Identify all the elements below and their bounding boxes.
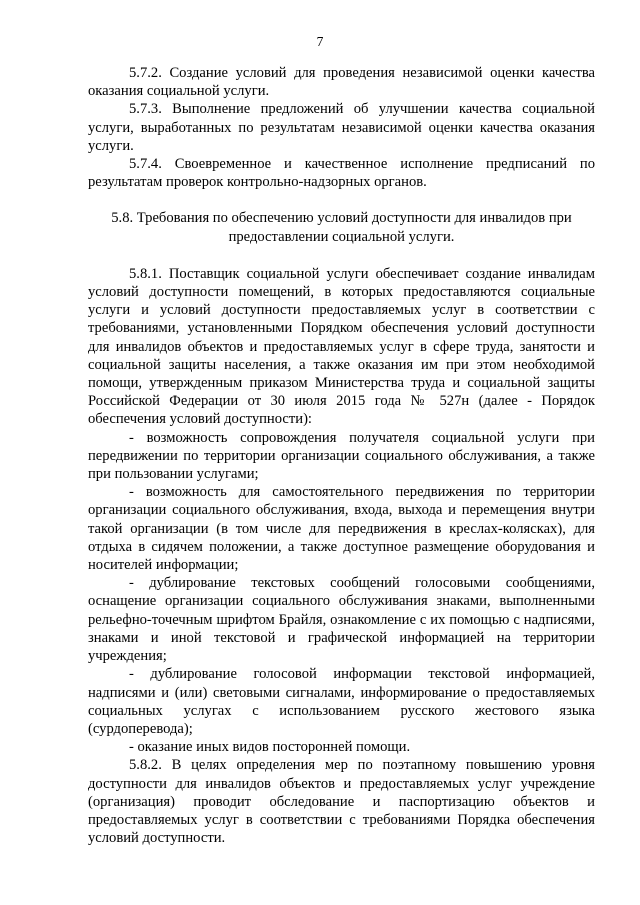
- list-item-sign-language: - дублирование голосовой информации текстовой информацией, надписями и (или) световыми сигналами, информирование о предоставляемых социальных услугах с использованием русского жестового языка (сурдоперевода);: [88, 666, 595, 737]
- clause-5-7-4: 5.7.4. Своевременное и качественное исполнение предписаний по результатам проверок контрольно-надзорных органов.: [88, 156, 595, 191]
- list-item-escort: - возможность сопровождения получателя социальной услуги при передвижении по территории организации социального обслуживания, а также при пользовании услугами;: [88, 429, 595, 483]
- list-item-other-assistance: - оказание иных видов посторонней помощи.: [129, 739, 411, 756]
- page-number: 7: [316, 34, 324, 49]
- clause-5-8-1: 5.8.1. Поставщик социальной услуги обеспечивает создание инвалидам условий доступности помещений, в которых предоставляются социальные услуги и условий доступности предоставляемых услуг в соответствии с требованиями, установленными Порядком обеспечения условий доступности для инвалидов объектов и предоставляемых услуг в сфере труда, занятости и социальной защиты населения, а также оказания им при этом необходимой помощи, утвержденным приказом Министерства труда и социальной защиты Российской Федерации от 30 июля 2015 года № 527н (далее - Порядок обеспечения условий доступности):: [88, 265, 595, 428]
- section-heading-5-8: 5.8. Требования по обеспечению условий доступности для инвалидов при предоставлении социальной услуги.: [111, 210, 572, 245]
- document-body: [88, 64, 595, 847]
- clause-5-8-2: 5.8.2. В целях определения мер по поэтапному повышению уровня доступности для инвалидов объектов и предоставляемых услуг учреждение (организация) проводит обследование и паспортизацию объектов и предоставляемых услуг в соответствии с требованиями Порядка обеспечения условий доступности.: [88, 757, 595, 847]
- clause-5-7-2: 5.7.2. Создание условий для проведения независимой оценки качества оказания социальной услуги.: [88, 65, 595, 100]
- list-item-independent-movement: - возможность для самостоятельного передвижения по территории организации социального обслуживания, входа, выхода и перемещения внутри такой организации (в том числе для передвижения в креслах-колясках), для отдыха в сидячем положении, а также доступное размещение оборудования и носителей информации;: [88, 484, 595, 574]
- clause-5-7-3: 5.7.3. Выполнение предложений об улучшении качества социальной услуги, выработанных по результатам независимой оценки качества оказания услуги.: [88, 101, 595, 154]
- list-item-braille-duplication: - дублирование текстовых сообщений голосовыми сообщениями, оснащение организации социального обслуживания знаками, выполненными рельефно-точечным шрифтом Брайля, ознакомление с их помощью с надписями, знаками и иной текстовой и графической информацией на территории учреждения;: [88, 575, 595, 665]
